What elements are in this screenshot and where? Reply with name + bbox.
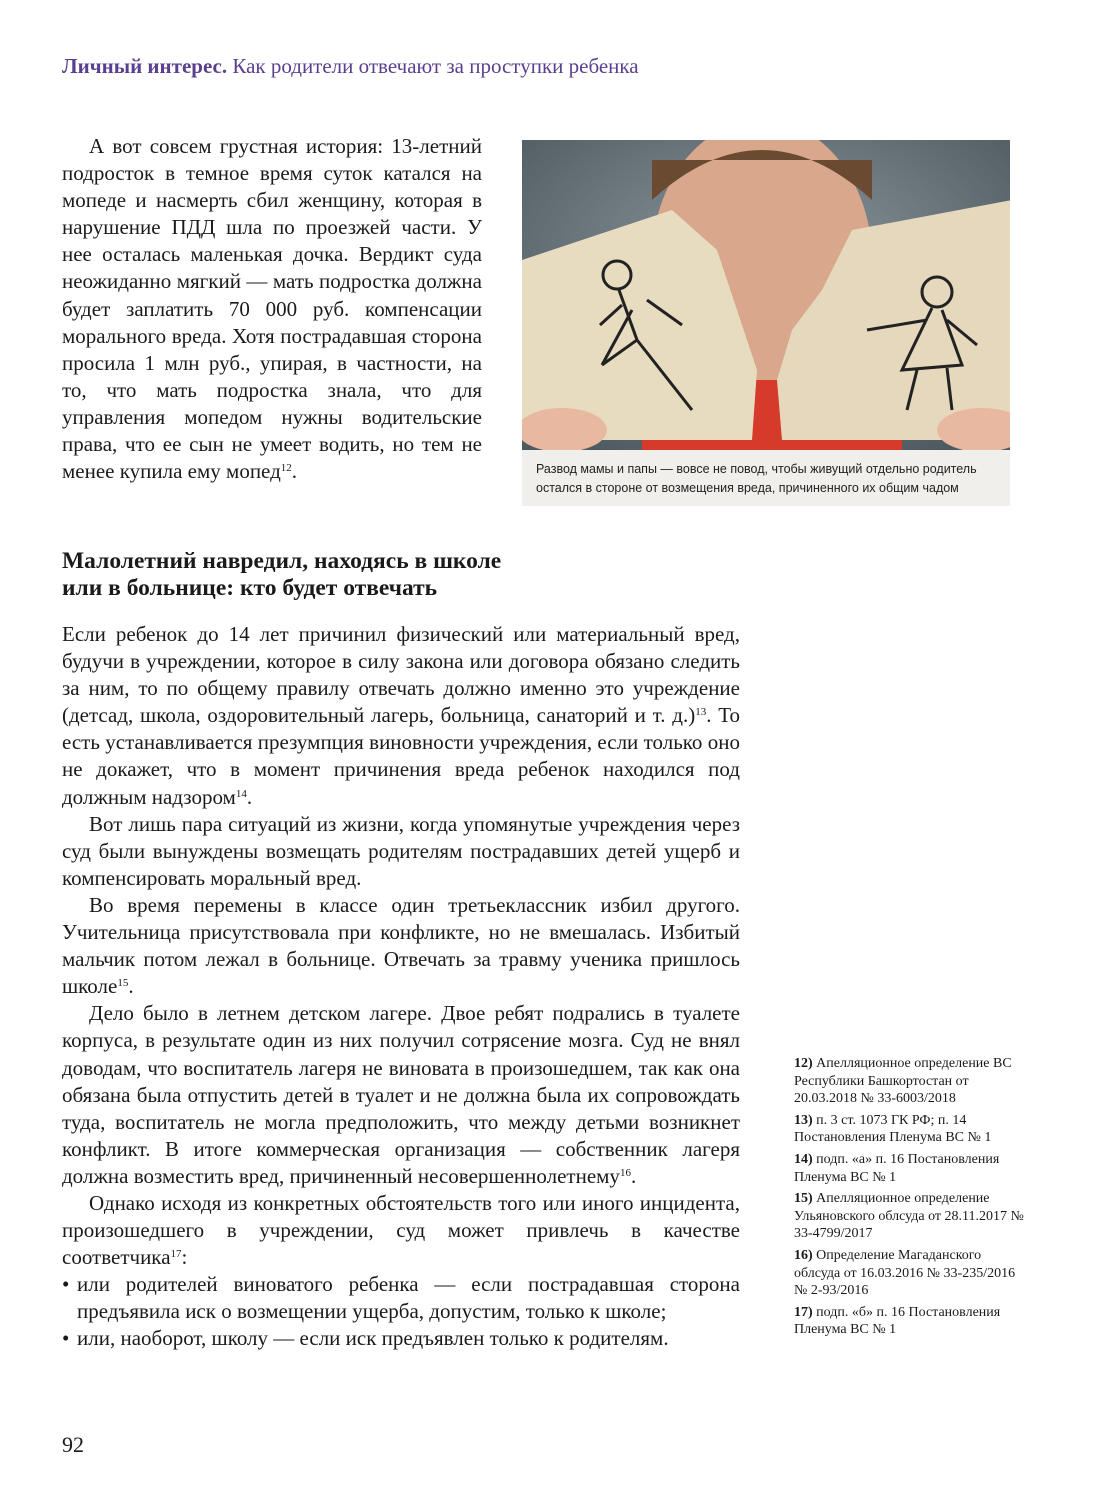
footnote xyxy=(794,1247,1024,1300)
footnote-text: Определение Магаданского облсуда от 16.03.2016 № 33-235/2016 № 2-93/2016 xyxy=(794,1247,1016,1299)
paragraph-text: . xyxy=(128,974,134,999)
paragraph xyxy=(62,621,740,811)
caption-line: Развод мамы и папы — вовсе не повод, чтобы живущий отдельно родитель xyxy=(536,462,977,476)
bullet-icon: • xyxy=(62,1326,70,1351)
caption-line: остался в стороне от возмещения вреда, причиненного их общим чадом xyxy=(536,481,959,495)
footnote xyxy=(794,1112,1024,1147)
footnote-number: 17) xyxy=(794,1304,813,1320)
intro-paragraph xyxy=(62,133,482,485)
footnote xyxy=(794,1151,1024,1186)
paragraph xyxy=(62,1000,740,1190)
footnote-ref: 15 xyxy=(117,977,129,990)
heading-line: или в больнице: кто будет отвечать xyxy=(62,575,438,601)
footnote-ref: 13 xyxy=(695,706,707,719)
intro-tail: . xyxy=(291,459,298,484)
paragraph-text: Дело было в летнем детском лагере. Двое ребят подрались в туалете корпуса, в результате один из них получил сотрясение мозга. Суд не внял доводам, что воспитатель лагеря не виновата в произошедшем, так как она обязана была отпустить детей в туалет и не должна была их сопровождать туда, воспитатель не могла предположить, что между детьми возникнет конфликт. В итоге коммерческая организация — собственник лагеря должна возместить вред, причиненный несовершеннолетнему xyxy=(62,1001,740,1188)
footnote-text: подп. «а» п. 16 Постановления Пленума ВС № 1 xyxy=(794,1151,1000,1185)
main-column xyxy=(62,621,740,1353)
heading-line: Малолетний навредил, находясь в школе xyxy=(62,548,502,574)
footnote-ref: 17 xyxy=(170,1248,182,1261)
footnote-number: 13) xyxy=(794,1112,813,1128)
running-head-bold: Личный интерес. xyxy=(62,54,228,78)
paragraph xyxy=(62,811,740,892)
footnote-number: 12) xyxy=(794,1056,813,1071)
section-heading xyxy=(62,548,662,602)
footnote-number: 16) xyxy=(794,1247,813,1263)
paragraph-text: Вот лишь пара ситуаций из жизни, когда упомянутые учреждения через суд были вынуждены возмещать родителям пострадавших детей ущерб и компенсировать моральный вред. xyxy=(62,811,740,890)
paragraph-text: Во время перемены в классе один третьеклассник избил другого. Учительница присутствовала при конфликте, но не вмешалась. Избитый мальчик потом лежал в больнице. Отвечать за травму ученика пришлось школе xyxy=(62,892,740,999)
photo-caption xyxy=(522,450,1010,506)
paragraph xyxy=(62,892,740,1000)
paragraph-text: : xyxy=(181,1245,188,1270)
paragraph-text: . То есть устанавливается презумпция виновности учреждения, если только оно не докажет, что в момент причинения вреда ребенок находился под должным надзором xyxy=(62,703,740,809)
paragraph xyxy=(62,1190,740,1271)
photo-torn-drawing xyxy=(522,140,1010,450)
page-number: 92 xyxy=(62,1432,84,1457)
bullet-text: или родителей виноватого ребенка — если пострадавшая сторона предъявила иск о возмещении ущерба, допустим, только к школе; xyxy=(77,1272,740,1324)
intro-column xyxy=(62,133,482,485)
footnote-number: 15) xyxy=(794,1191,813,1207)
paragraph-text: Однако исходя из конкретных обстоятельств того или иного инцидента, произошедшего в учреждении, суд может привлечь в качестве соответчика xyxy=(62,1190,740,1270)
footnote-text: п. 3 ст. 1073 ГК РФ; п. 14 Постановления Пленума ВС № 1 xyxy=(794,1112,992,1146)
bullet-item xyxy=(62,1271,740,1325)
footnote-ref: 12 xyxy=(280,462,292,475)
footnote xyxy=(794,1190,1024,1243)
footnotes xyxy=(794,1055,1024,1343)
bullet-icon: • xyxy=(62,1272,70,1297)
bullet-text: или, наоборот, школу — если иск предъявлен только к родителям. xyxy=(77,1326,669,1351)
paragraph-text: Если ребенок до 14 лет причинил физический или материальный вред, будучи в учреждении, которое в силу закона или договора обязано следить за ним, то по общему правилу отвечать должно именно это учреждение (детсад, школа, оздоровительный лагерь, больница, санаторий и т. д.) xyxy=(62,622,740,728)
footnote-ref: 16 xyxy=(619,1166,631,1179)
paragraph-text: . xyxy=(246,784,253,809)
bullet-item xyxy=(62,1325,740,1352)
running-head xyxy=(62,54,639,79)
intro-text: А вот совсем грустная история: 13-летний подросток в темное время суток катался на мопеде и насмерть сбил женщину, которая в нарушение ПДД шла по проезжей части. У нее осталась маленькая дочка. Вердикт суда неожиданно мягкий — мать подростка должна будет заплатить 70 000 руб. компенсации морального вреда. Хотя пострадавшая сторона просила 1 млн руб., упирая, в частности, на то, что мать подростка знала, что для управления мопедом нужны водительские права, что ее сын не умеет водить, но тем не менее купила ему мопед xyxy=(62,134,482,484)
paragraph-text: . xyxy=(630,1163,637,1188)
footnote-text: подп. «б» п. 16 Постановления Пленума ВС № 1 xyxy=(794,1304,1001,1338)
footnote xyxy=(794,1055,1024,1108)
footnote-text: Апелляционное определение Ульяновского облсуда от 28.11.2017 № 33-4799/2017 xyxy=(794,1191,1024,1242)
footnote-ref: 14 xyxy=(235,787,247,800)
footnote xyxy=(794,1304,1024,1339)
footnote-text: Апелляционное определение ВС Республики Башкортостан от 20.03.2018 № 33-6003/2018 xyxy=(794,1056,1012,1107)
running-head-title: Как родители отвечают за проступки ребенка xyxy=(227,54,639,78)
footnote-number: 14) xyxy=(794,1151,813,1167)
